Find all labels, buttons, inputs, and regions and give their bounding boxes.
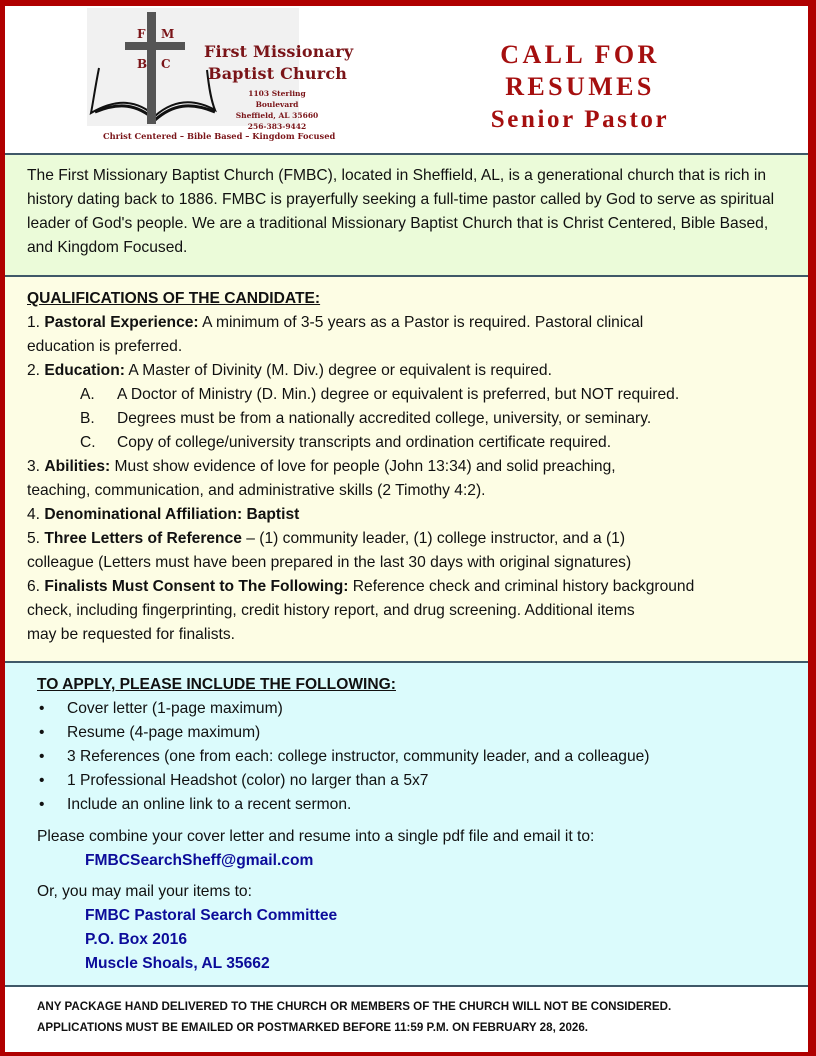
list-item: [37, 697, 797, 721]
logo-monogram-b: B: [137, 57, 148, 71]
sub-item-text: Copy of college/university transcripts and ordination certificate required.: [117, 434, 612, 451]
logo-monogram-m: M: [161, 27, 175, 41]
mail-instruction: Or, you may mail your items to:: [37, 883, 252, 900]
item-text: – (1) community leader, (1) college instructor, and a (1): [241, 530, 626, 547]
logo-address-line1: 1103 Sterling Boulevard: [248, 89, 306, 109]
list-item: [37, 793, 797, 817]
item-number: 3.: [27, 458, 45, 475]
logo-phone: 256-383-9442: [247, 122, 307, 131]
qualification-item-cont: may be requested for finalists.: [27, 626, 236, 643]
cross-bible-icon: [87, 8, 217, 128]
sub-item-letter: B.: [80, 410, 95, 427]
item-label: Finalists Must Consent to The Following:: [44, 578, 349, 595]
qualification-item-cont: colleague (Letters must have been prepared in the last 30 days with original signatures): [27, 554, 632, 571]
logo-address-line2: Sheffield, AL 35660: [235, 111, 319, 120]
item-text: Must show evidence of love for people (John 13:34) and solid preaching,: [110, 458, 616, 475]
item-number: 4.: [27, 506, 45, 523]
qualification-item-cont: education is preferred.: [27, 338, 183, 355]
logo-name-line1: First Missionary: [204, 42, 354, 61]
logo-church-name: [204, 41, 353, 85]
qualification-item: [27, 575, 797, 599]
apply-heading: TO APPLY, PLEASE INCLUDE THE FOLLOWING:: [37, 676, 396, 693]
qualifications-heading: QUALIFICATIONS OF THE CANDIDATE:: [27, 290, 321, 307]
email-instruction: Please combine your cover letter and resume into a single pdf file and email it to:: [37, 828, 595, 845]
title-line-2: RESUMES: [505, 72, 655, 101]
education-sub-item: [27, 431, 797, 455]
intro-paragraph: The First Missionary Baptist Church (FMBC), located in Sheffield, AL, is a generational church that is rich in history dating back to 1886. FMBC is prayerfully seeking a full-time pastor called by God to serve as spiritual leader of God's people. We are a traditional Missionary Baptist Church that is Christ Centered, Bible Based, and Kingdom Focused.: [27, 167, 775, 256]
notice-section: [5, 985, 808, 1052]
mail-address-line: Muscle Shoals, AL 35662: [85, 955, 270, 972]
item-text: Reference check and criminal history background: [348, 578, 695, 595]
item-label: Three Letters of Reference: [44, 530, 242, 547]
qualifications-section: [5, 275, 808, 661]
logo-monogram-f: F: [137, 27, 146, 41]
mail-address-line: P.O. Box 2016: [85, 931, 187, 948]
item-number: 2.: [27, 362, 45, 379]
item-number: 5.: [27, 530, 45, 547]
header: [5, 6, 808, 153]
bullet-icon: •: [39, 724, 45, 741]
qualification-item: [27, 527, 797, 551]
item-label: Abilities:: [44, 458, 111, 475]
bullet-icon: •: [39, 748, 45, 765]
title-position: Senior Pastor: [490, 106, 670, 133]
item-text: A minimum of 3-5 years as a Pastor is required. Pastoral clinical: [198, 314, 644, 331]
apply-content: [37, 673, 797, 976]
education-sub-item: [27, 407, 797, 431]
intro-section: [5, 153, 808, 275]
logo-motto: Christ Centered – Bible Based – Kingdom Focused: [103, 131, 336, 141]
logo-monogram-c: C: [161, 57, 171, 71]
notice-line-1: ANY PACKAGE HAND DELIVERED TO THE CHURCH OR MEMBERS OF THE CHURCH WILL NOT BE CONSIDERED.: [37, 1000, 672, 1013]
sub-item-letter: C.: [80, 434, 96, 451]
list-item-text: Include an online link to a recent sermon.: [67, 796, 352, 813]
qualification-item: [27, 503, 797, 527]
list-item-text: Cover letter (1-page maximum): [67, 700, 283, 717]
item-number: 6.: [27, 578, 45, 595]
qualifications-content: [27, 287, 797, 647]
list-item-text: 1 Professional Headshot (color) no larger than a 5x7: [67, 772, 429, 789]
title-line-1: CALL FOR: [500, 40, 660, 69]
notice-text: [37, 996, 797, 1038]
logo-address: [227, 88, 327, 132]
bullet-icon: •: [39, 700, 45, 717]
item-label: Denominational Affiliation: Baptist: [44, 506, 300, 523]
education-sub-item: [27, 383, 797, 407]
sub-item-letter: A.: [80, 386, 95, 403]
item-label: Education:: [44, 362, 125, 379]
list-item: [37, 721, 797, 745]
logo-name-line2: Baptist Church: [208, 64, 348, 83]
email-link[interactable]: FMBCSearchSheff@gmail.com: [85, 852, 314, 869]
bullet-icon: •: [39, 796, 45, 813]
list-item-text: 3 References (one from each: college instructor, community leader, and a colleague): [67, 748, 650, 765]
list-item-text: Resume (4-page maximum): [67, 724, 261, 741]
apply-requirements-list: [37, 697, 797, 817]
mail-address-line: FMBC Pastoral Search Committee: [85, 907, 338, 924]
qualification-item-cont: teaching, communication, and administrative skills (2 Timothy 4:2).: [27, 482, 486, 499]
list-item: [37, 769, 797, 793]
qualification-item: [27, 455, 797, 479]
church-logo: [87, 8, 387, 146]
sub-item-text: Degrees must be from a nationally accredited college, university, or seminary.: [117, 410, 652, 427]
sub-item-text: A Doctor of Ministry (D. Min.) degree or equivalent is preferred, but NOT required.: [117, 386, 680, 403]
page-title: [445, 39, 715, 137]
qualification-item: [27, 311, 797, 335]
item-number: 1.: [27, 314, 45, 331]
list-item: [37, 745, 797, 769]
bullet-icon: •: [39, 772, 45, 789]
qualification-item: [27, 359, 797, 383]
item-text: A Master of Divinity (M. Div.) degree or equivalent is required.: [124, 362, 552, 379]
apply-section: [5, 661, 808, 985]
notice-line-2: APPLICATIONS MUST BE EMAILED OR POSTMARKED BEFORE 11:59 P.M. ON FEBRUARY 28, 2026.: [37, 1021, 589, 1034]
qualification-item-cont: check, including fingerprinting, credit history report, and drug screening. Additional items: [27, 602, 635, 619]
item-label: Pastoral Experience:: [44, 314, 199, 331]
